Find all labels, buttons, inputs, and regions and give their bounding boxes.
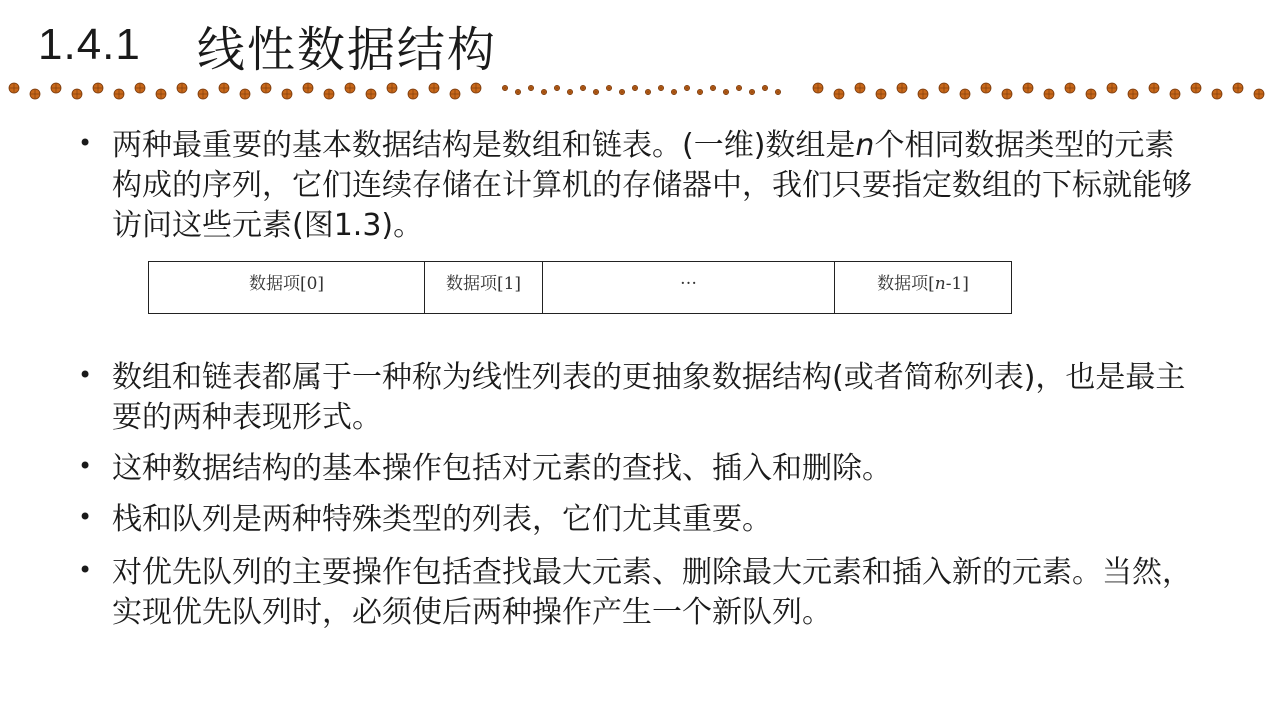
list-item [78,553,1208,633]
section-title: 线性数据结构 [196,21,497,78]
bullet-marker: • [78,452,93,480]
array-cell: 数据项[0] [149,262,425,314]
bullet-text: 这种数据结构的基本操作包括对元素的查找、插入和删除。 [112,451,892,486]
bullet-text: 两种最重要的基本数据结构是数组和链表。(一维)数组是n个相同数据类型的元素构成的序列，它们连续存储在计算机的存储器中，我们只要指定数组的下标就能够访问这些元素(图1.3)。 [112,128,1192,243]
bullet-text: 栈和队列是两种特殊类型的列表，它们尤其重要。 [112,502,772,537]
slide-title [38,12,497,78]
basketball-chain-icon [0,82,1280,100]
array-figure [148,261,1012,314]
list-item [78,126,1208,246]
array-cell: 数据项[n-1] [835,262,1012,314]
bullet-marker: • [78,503,93,531]
bullet-marker: • [78,556,93,584]
array-cell: … [543,262,835,314]
bullet-text: 对优先队列的主要操作包括查找最大元素、删除最大元素和插入新的元素。当然，实现优先队列时，必须使后两种操作产生一个新队列。 [112,555,1192,630]
array-cell: 数据项[1] [425,262,543,314]
bullet-marker: • [78,129,93,157]
section-number: 1.4.1 [38,20,141,69]
bullet-marker: • [78,361,93,389]
bullet-text: 数组和链表都属于一种称为线性列表的更抽象数据结构(或者简称列表)，也是最主要的两种表现形式。 [112,360,1186,435]
list-item [78,358,1208,438]
list-item [78,500,1208,540]
list-item [78,449,1208,489]
